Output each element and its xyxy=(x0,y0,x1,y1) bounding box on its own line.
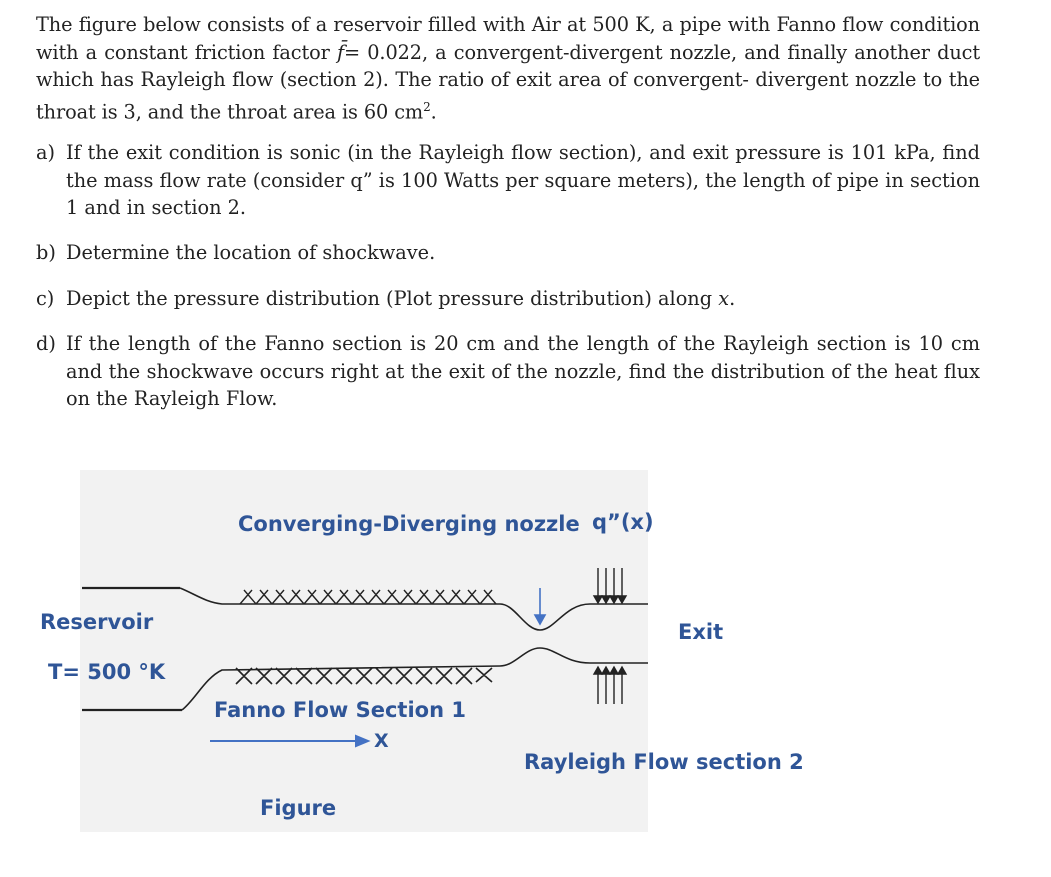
question-a xyxy=(36,139,980,222)
problem-intro xyxy=(36,11,980,125)
figure-caption: Figure xyxy=(260,796,337,820)
intro-text-2: = 0.022, a convergent-divergent nozzle, and finally another duct which has Rayleigh flow (section 2). The ratio of exit area of convergent- divergent nozzle to the throat is 3, and the throat area is 60 cm xyxy=(36,40,980,123)
question-label: d) xyxy=(36,332,56,355)
heat-flux-arrows-top xyxy=(594,568,626,603)
question-end: . xyxy=(729,287,736,310)
question-b xyxy=(36,239,980,267)
question-label: a) xyxy=(36,141,56,164)
question-text: If the exit condition is sonic (in the Rayleigh flow section), and exit pressure is 101 kPa, find the mass flow rate (consider q” is 100 Watts per square meters), the length of pipe in section 1 and in section 2. xyxy=(66,141,980,219)
question-label: b) xyxy=(36,241,56,264)
intro-end: . xyxy=(430,99,437,123)
heat-flux-arrows-bottom xyxy=(594,667,626,704)
lower-friction-marks xyxy=(236,668,492,684)
intro-text-1: The figure below consists of a reservoir filled with Air at 500 K, a pipe with Fanno flow condition with a constant friction factor xyxy=(36,13,980,64)
question-c xyxy=(36,285,980,313)
x-axis-arrow xyxy=(210,736,368,746)
nozzle-title: Converging-Diverging nozzle xyxy=(238,512,580,536)
fanno-section-label: Fanno Flow Section 1 xyxy=(214,698,466,722)
variable-x: x xyxy=(718,287,730,310)
heat-flux-label: q”(x) xyxy=(592,510,654,534)
temperature-label: T= 500 °K xyxy=(48,660,166,684)
upper-duct-wall xyxy=(180,588,648,630)
friction-symbol: f̄ xyxy=(336,40,345,64)
question-text: Determine the location of shockwave. xyxy=(66,241,436,264)
rayleigh-section-label: Rayleigh Flow section 2 xyxy=(524,750,804,774)
flow-system-figure xyxy=(0,470,1051,850)
reservoir-label: Reservoir xyxy=(40,610,154,634)
throat-arrow xyxy=(535,588,545,624)
x-axis-label: X xyxy=(374,730,389,752)
question-text: Depict the pressure distribution (Plot pressure distribution) along xyxy=(66,287,719,310)
upper-friction-marks xyxy=(240,590,496,604)
question-label: c) xyxy=(36,287,55,310)
question-text: If the length of the Fanno section is 20 cm and the length of the Rayleigh section is 10 cm and the shockwave occurs right at the exit of the nozzle, find the distribution of the heat flux on the Rayleigh Flow. xyxy=(66,332,980,410)
question-d xyxy=(36,330,980,413)
exit-label: Exit xyxy=(678,620,724,644)
area-exponent: 2 xyxy=(423,99,431,114)
